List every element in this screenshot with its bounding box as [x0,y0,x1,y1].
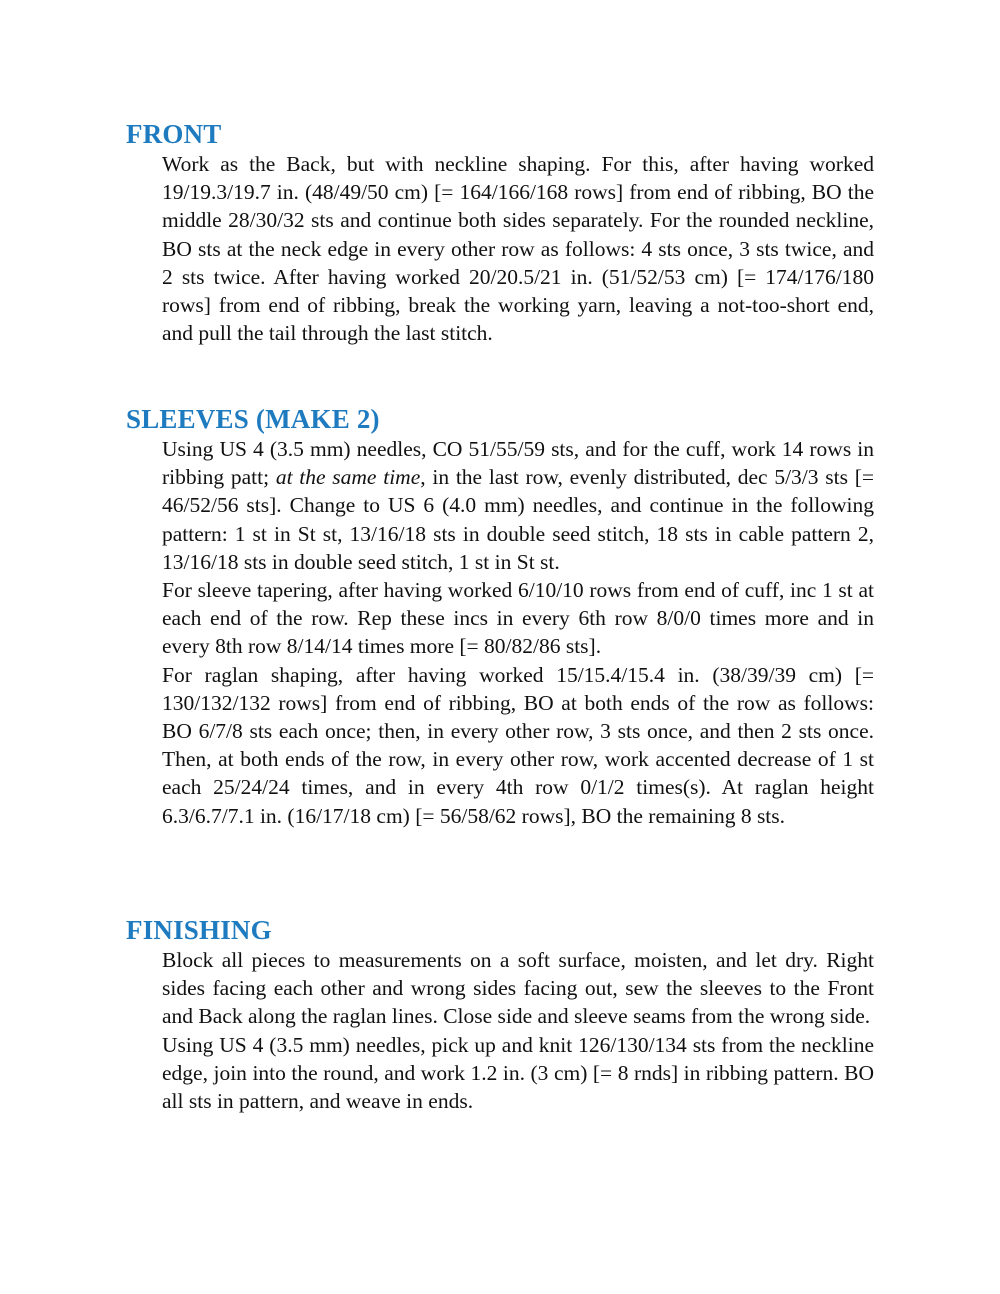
sleeves-paragraph-cuff [162,435,874,576]
section-sleeves [126,403,874,830]
heading-finishing: FINISHING [126,915,272,945]
sleeves-cuff-italic-phrase: at the same time [275,465,421,490]
finishing-body [162,946,874,1115]
sleeves-paragraph-tapering: For sleeve tapering, after having worked 6/10/10 rows from end of cuff, inc 1 st at each end of the row. Rep these incs in every 6th row 8/0/0 times more and in every 8th row 8/14/14 times more [= 80/82/86 sts]. [162,578,874,659]
section-front [126,118,874,347]
finishing-paragraph-neckband: Using US 4 (3.5 mm) needles, pick up and knit 126/130/134 sts from the neckline edge, join into the round, and work 1.2 in. (3 cm) [= 8 rnds] in ribbing pattern. BO all sts in pattern, and weave in ends. [162,1032,874,1114]
sleeves-cuff-text-end: , in the last row, evenly distributed, dec 5/3/3 sts [= 46/52/56 sts]. Change to US 6 (4.0 mm) needles, and continue in the following pattern: 1 st in St st, 13/16/18 sts in double seed stitch, 18 sts in cable pattern 2, 13/16/18 sts in double seed stitch, 1 st in St st. [162,465,874,574]
sleeves-cuff-text-start: Using US 4 (3.5 mm) needles, CO 51/55/59 sts, and for the cuff, work 14 rows in ribbing patt; [162,437,874,490]
finishing-paragraph-blocking: Block all pieces to measurements on a soft surface, moisten, and let dry. Right sides facing each other and wrong sides facing out, sew the sleeves to the Front and Back along the raglan lines. Close side and sleeve seams from the wrong side. [162,948,874,1029]
front-paragraph: Work as the Back, but with neckline shaping. For this, after having worked 19/19.3/19.7 in. (48/49/50 cm) [= 164/166/168 rows] from end of ribbing, BO the middle 28/30/32 sts and continue both sides separately. For the rounded neckline, BO sts at the neck edge in every other row as follows: 4 sts once, 3 sts twice, and 2 sts twice. After having worked 20/20.5/21 in. (51/52/53 cm) [= 174/176/180 rows] from end of ribbing, break the working yarn, leaving a not-too-short end, and pull the tail through the last stitch. [162,152,874,346]
sleeves-paragraph-raglan: For raglan shaping, after having worked 15/15.4/15.4 in. (38/39/39 cm) [= 130/132/132 rows] from end of ribbing, BO at both ends of the row as follows: BO 6/7/8 sts each once; then, in every other row, 3 sts once, and then 2 sts once. Then, at both ends of the row, in every other row, work accented decrease of 1 st each 25/24/24 times, and in every 4th row 0/1/2 times(s). At raglan height 6.3/6.7/7.1 in. (16/17/18 cm) [= 56/58/62 rows], BO the remaining 8 sts. [162,662,874,828]
heading-sleeves: SLEEVES (MAKE 2) [126,404,380,434]
front-body [162,150,874,347]
section-finishing [126,914,874,1115]
heading-front: FRONT [126,119,222,149]
sleeves-body [162,435,874,830]
